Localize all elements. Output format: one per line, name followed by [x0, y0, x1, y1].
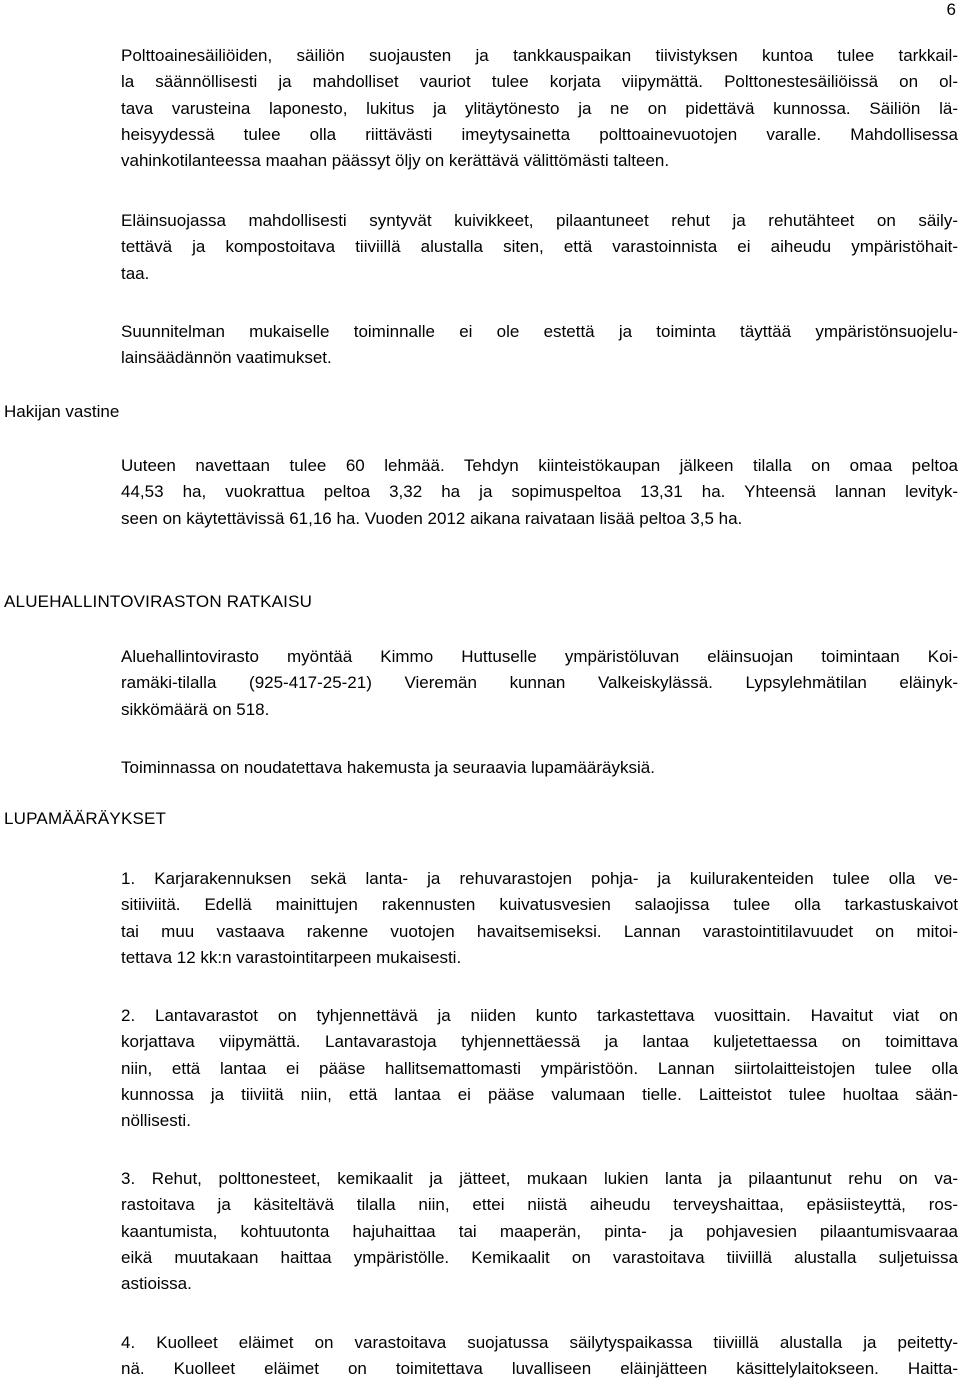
text-line: nöllisesti. [121, 1111, 191, 1131]
permit-condition-4 [121, 1330, 958, 1383]
text-line: tai muu vastaava rakenne vuotojen havaitsemiseksi. Lannan varastointitilavuudet on mitoi- [121, 921, 958, 941]
permit-condition-1 [121, 866, 958, 971]
paragraph-bedding-storage [121, 208, 958, 287]
text-line: tava varusteina laponesto, lukitus ja ylitäytönesto ja ne on pidettävä kunnossa. Säiliön lä- [121, 98, 958, 118]
text-line: Aluehallintovirasto myöntää Kimmo Huttuselle ympäristöluvan eläinsuojan toimintaan Koi- [121, 647, 958, 666]
text-line: tettävä ja kompostoitava tiiviillä alustalla siten, että varastoinnista ei aiheudu ympäristöhait- [121, 237, 958, 257]
text-line: rastoitava ja käsiteltävä tilalla niin, ettei niistä aiheudu terveyshaittaa, epäsiisteyttä, ros- [121, 1195, 958, 1215]
paragraph-fuel-tanks [121, 43, 958, 174]
text-line: Uuteen navettaan tulee 60 lehmää. Tehdyn kiinteistökaupan jälkeen tilalla on omaa peltoa [121, 456, 958, 475]
section-heading-ratkaisu: ALUEHALLINTOVIRASTON RATKAISU [4, 592, 313, 611]
text-line: vahinkotilanteessa maahan päässyt öljy on kerättävä välittömästi talteen. [121, 151, 670, 171]
side-label-hakijan-vastine: Hakijan vastine [4, 402, 120, 421]
text-line: 1. Karjarakennuksen sekä lanta- ja rehuvarastojen pohja- ja kuilurakenteiden tulee olla ve- [121, 869, 958, 888]
permit-condition-3 [121, 1166, 958, 1297]
text-line: lainsäädännön vaatimukset. [121, 348, 332, 368]
text-line: la säännöllisesti ja mahdolliset vauriot tulee korjata viipymättä. Polttonestesäiliöissä on ol- [121, 72, 958, 92]
text-line: niin, että lantaa ei pääse hallitsemattomasti ympäristöön. Lannan siirtolaitteistojen tulee olla [121, 1058, 958, 1078]
paragraph-plan-compliance [121, 319, 958, 372]
page-number: 6 [946, 0, 956, 19]
paragraph-conditions-intro [121, 755, 958, 781]
text-line: kaantumista, kohtuutonta hajuhaittaa tai maaperän, pinta- ja pohjavesien pilaantumisvaaraa [121, 1221, 958, 1241]
text-line: 44,53 ha, vuokrattua peltoa 3,32 ha ja sopimuspeltoa 13,31 ha. Yhteensä lannan levityk- [121, 482, 958, 502]
text-line: Polttoainesäiliöiden, säiliön suojausten ja tankkauspaikan tiivistyksen kuntoa tulee tarkkail- [121, 46, 958, 65]
text-line: nä. Kuolleet eläimet on toimitettava luvalliseen eläinjätteen käsittelylaitokseen. Haitta- [121, 1359, 958, 1379]
text-line: sitiiviitä. Edellä mainittujen rakennusten kuivatusvesien salaojissa tulee olla tarkastuskaivot [121, 895, 958, 915]
text-line: 2. Lantavarastot on tyhjennettävä ja niiden kunto tarkastettava vuosittain. Havaitut viat on [121, 1006, 958, 1025]
text-line: tettava 12 kk:n varastointitarpeen mukaisesti. [121, 947, 462, 967]
text-line: astioissa. [121, 1274, 192, 1294]
text-line: heisyydessä tulee olla riittävästi imeytysainetta polttoainevuotojen varalle. Mahdollisessa [121, 124, 958, 144]
text-line: kunnossa ja tiiviitä niin, että lantaa ei pääse valumaan tielle. Laitteistot tulee huoltaa sään- [121, 1084, 958, 1104]
text-line: 4. Kuolleet eläimet on varastoitava suojatussa säilytyspaikassa tiiviillä alustalla ja peitetty- [121, 1333, 958, 1352]
section-heading-lupamaaraykset: LUPAMÄÄRÄYKSET [4, 809, 167, 828]
text-line: sikkömäärä on 518. [121, 699, 270, 719]
text-line: 3. Rehut, polttonesteet, kemikaalit ja jätteet, mukaan lukien lanta ja pilaantunut rehu on va- [121, 1169, 958, 1188]
paragraph-applicant-response [121, 453, 958, 532]
text-line: Toiminnassa on noudatettava hakemusta ja seuraavia lupamääräyksiä. [121, 758, 655, 777]
permit-condition-2 [121, 1003, 958, 1134]
text-line: korjattava viipymättä. Lantavarastoja tyhjennettäessä ja lantaa kuljetettaessa on toimittava [121, 1032, 958, 1052]
paragraph-decision [121, 644, 958, 723]
text-line: taa. [121, 263, 150, 283]
text-line: ramäki-tilalla (925-417-25-21) Vieremän kunnan Valkeiskylässä. Lypsylehmätilan eläinyk- [121, 673, 958, 693]
text-line: Eläinsuojassa mahdollisesti syntyvät kuivikkeet, pilaantuneet rehut ja rehutähteet on säily- [121, 211, 958, 230]
text-line: Suunnitelman mukaiselle toiminnalle ei ole estettä ja toiminta täyttää ympäristönsuojelu- [121, 322, 958, 341]
text-line: eikä muutakaan haittaa ympäristölle. Kemikaalit on varastoitava tiiviillä alustalla suljetuissa [121, 1247, 958, 1267]
text-line: seen on käytettävissä 61,16 ha. Vuoden 2012 aikana raivataan lisää peltoa 3,5 ha. [121, 508, 743, 528]
